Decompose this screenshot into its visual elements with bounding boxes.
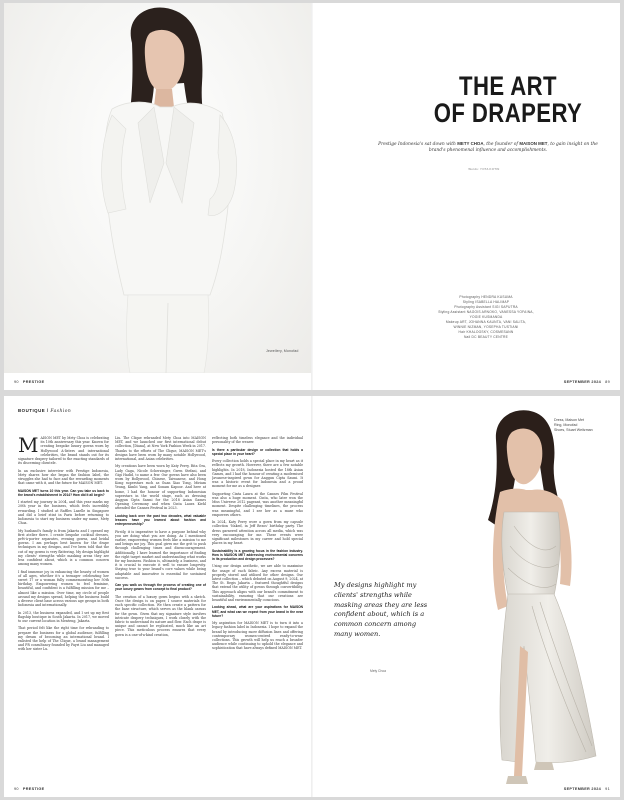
folio-date: SEPTEMBER 2024 bbox=[563, 787, 602, 791]
folio-left bbox=[14, 787, 45, 791]
top-left-page bbox=[4, 3, 312, 390]
paragraph: My husband's family is from Jakarta and I opened my first atelier there. I create bespoke cocktail dresses, prêt-à-porter separates, evening gowns, and bridal gowns. I am perhaps best known for the drape techniques in my designs, and I've been told that the cut of my gowns is very flattering. My design highlight my clients' strengths while masking areas they are less confident about, which is a common concern among many women. bbox=[18, 528, 109, 567]
paragraph: Liu. The Clique rebranded Mety Choa into MAISON MET, and we launched our first international debut collection, [Diana], at New York Fashion Week in 2017. Thanks to the efforts of The Clique, MAISON MET's designs have been worn by many notable Hollywood, international, and Asian celebrities. bbox=[115, 436, 206, 462]
question: Sustainability is a growing focus in the fashion industry. How is MAISON MET addressing environmental concerns in its production and design processes? bbox=[212, 548, 303, 562]
article-column-1 bbox=[18, 436, 109, 776]
section-tag: BOUTIQUE / Fashion bbox=[18, 408, 72, 414]
credit-line: Hair KHALOGSKY, COSMESANN bbox=[458, 330, 514, 334]
deck-part-1: Prestige Indonesia's sat down with bbox=[378, 142, 458, 147]
article-column-3 bbox=[212, 436, 303, 776]
paragraph: MAISON MET by Mety Choa is celebrating its 10th anniversary this year. Known for creating bespoke luxury gowns worn by Hollywood A-listers and international celebrities, the brand stands out for its signature drapery tailored to the exacting standards of its discerning clientele. bbox=[18, 436, 109, 466]
pull-quote-attribution: Mety Choa bbox=[370, 669, 386, 673]
photo-credit: Jewellery, Monofad bbox=[266, 349, 299, 353]
title-line-2: OF DRAPERY bbox=[433, 98, 583, 128]
question: Is there a particular design or collection that holds a special place in your heart? bbox=[212, 447, 303, 456]
top-spread bbox=[4, 3, 620, 390]
top-right-page bbox=[312, 3, 620, 390]
paragraph: I started my journey in 2004, and this year marks my 20th year in the business, which feels incredibly rewarding. I studied at Raffles Laselle in Singapore and did a brief stint in Paris before returning to Indonesia to start my business under my name, Mety Choa. bbox=[18, 500, 109, 526]
folio-date: SEPTEMBER 2024 bbox=[563, 380, 602, 384]
question: Looking ahead, what are your aspirations for MAISON MET, and what can we expect from your brand in the near future? bbox=[212, 605, 303, 618]
credit-line: Nail DC BEAUTY CENTRE bbox=[463, 335, 509, 339]
deck-part-2: , the founder of bbox=[483, 142, 520, 147]
paragraph: In 2024, Katy Perry wore a gown from my capsule collection 'Naked, in Jeff Bezos' birthday party. The dress garnered attention across all media, which was very encouraging for me. These events were significant milestones in my career and hold special places in my heart. bbox=[212, 520, 303, 546]
portrait-photo-draped-gown bbox=[436, 396, 620, 797]
paragraph: Firstly, it is imperative to have a purpose behind why you are doing what you are doing. As I mentioned earlier, empowering women feels like a mission to me and brings me joy. This goal gives me the grit to push through challenging times and disencouragement. Additionally, I have learned the importance of finding the right target market and understanding what works for my business. Fashion is, ultimately, a business, and it is crucial to execute it well to ensure longevity. Staying true to your brand's core values while being adaptable and innovative is essential for sustained success. bbox=[115, 529, 206, 580]
bottom-left-page bbox=[4, 396, 312, 797]
paragraph: Supporting Cinta Laura at the Cannes Film Festival was also a huge moment. Cinta, who later won the Miss Universe 2012 pageant, was another meaningful moment. Despite challenging timelines, the process was meaningful, and I see her as a muse who empowers others. bbox=[212, 491, 303, 517]
credits-list bbox=[386, 295, 586, 340]
section-sub: Fashion bbox=[50, 409, 72, 414]
bottom-right-page bbox=[312, 396, 620, 797]
article-title bbox=[426, 73, 590, 127]
folio-left bbox=[14, 380, 45, 384]
article-deck bbox=[370, 141, 606, 154]
portrait-illustration bbox=[4, 3, 312, 373]
credit-line: WINNIE NIZMAN, YOSEPHA TUSTIANI bbox=[453, 325, 519, 329]
folio-number: 90 bbox=[14, 787, 19, 791]
paragraph: reflecting both timeless elegance and the individual personality of the wearer. bbox=[212, 436, 303, 445]
credit-line: Photography HENDRA KUSUMA bbox=[459, 295, 513, 299]
article-columns bbox=[18, 436, 304, 776]
paragraph: My aspiration for MAISON MET is to turn it into a legacy fashion label in Indonesia. I hope to expand the brand by introducing more diffusion lines and offering contemporary women-centred ready-to-wear collections. This growth will help us reach a broader audience while continuing to uphold the elegance and sophistication that have always defined MAISON MET. bbox=[212, 621, 303, 651]
folio-right bbox=[564, 380, 610, 384]
paragraph: In 2013, the business expanded, and I set up my first flagship boutique in South Jakarta. In 2017, we moved to our current location in Menteng, Jakarta. bbox=[18, 610, 109, 624]
credit-line: Styling ISABELLA HALIMAP bbox=[462, 300, 510, 304]
folio-number: 89 bbox=[605, 380, 610, 384]
credit-line: YOGIE KUSMANDA bbox=[469, 315, 503, 319]
paragraph: In an exclusive interview with Prestige Indonesia, Mety shares how she began the fashion label, the struggles she had to face and the rewarding moments that came with it, and the future for MAISON MET. bbox=[18, 468, 109, 486]
portrait-photo-white-suit bbox=[4, 3, 312, 373]
drop-cap: M bbox=[18, 436, 39, 457]
bottom-spread bbox=[4, 396, 620, 797]
paragraph: That period felt like the right time for rebranding to prepare the business for a global audience, fulfilling my dream of becoming an international brand. I enlisted the help of The Clique, a brand management and PR consultancy founded by Fayri Liu and managed with her sister Lu. bbox=[18, 626, 109, 652]
question: Looking back over the past two decades, what valuable lessons have you learned about fashion and entrepreneurship? bbox=[115, 513, 206, 527]
folio-number: 90 bbox=[14, 380, 19, 384]
deck-part-3: , to gain insight on the brand's phenomenal influence and accomplishments. bbox=[428, 142, 598, 153]
credit-line: Shoes, Stuart Weitzman bbox=[554, 427, 593, 432]
gown-illustration bbox=[436, 396, 620, 797]
credit-line: Styling Assistant NAGOIS ARNOKO, VANESSA YOFAINA, bbox=[438, 310, 534, 314]
paragraph: My creations have been worn by Katy Perry, Rita Ora, Lady Gaga, Nicole Scherzinger, Gwen Stefani, and Gigi Hadid, to name a few. Our gowns have also been worn by Bollywood, Chinese, Taiwanese, and Hong Kong superstars such as Guan Xiao Tong, Miriam Yeung, Kimbi Yang, and Sonam Kapoor. And here at home, I had the honour of supporting Indonesian superstars in the world stage, such as dressing Anggun Cipta Sasmi for the 2018 Asian Games Opening Ceremony and when Cinta Laura Kiehl attended the Cannes Festival in 2023. bbox=[115, 464, 206, 511]
deck-name: METY CHOA bbox=[457, 141, 484, 146]
article-column-2 bbox=[115, 436, 206, 776]
folio-right bbox=[564, 787, 610, 791]
paragraph: I find immense joy in enhancing the beauty of women of all ages, whether it's a teenager celebrating her sweet 17 or a woman fully commemorating her 50th birthday. Empowering women to feel feminine, beautiful, and confident is a fulfilling mission for me – almost like a mission. Over time, my circle of people around my designs spread, helping the business build a diverse client base across various age groups in both Indonesia and internationally. bbox=[18, 569, 109, 608]
words-by: Words: YOTA KOTIN bbox=[468, 167, 500, 171]
credit-line: Photography Assistant SIGI SAPUTRA bbox=[454, 305, 518, 309]
section-name: BOUTIQUE bbox=[18, 408, 46, 413]
outfit-credits bbox=[554, 418, 614, 432]
folio-mag: PRESTIGE bbox=[22, 787, 45, 791]
credit-line: Makeup ART, JOHANNA KAUNTA, VANI SALITA, bbox=[445, 320, 527, 324]
question: MAISON MET turns 10 this year. Can you take us back to the brand's establishment in 2014? How did it all begin? bbox=[18, 488, 109, 497]
folio-number: 91 bbox=[605, 787, 610, 791]
question: Can you walk us through the process of creating one of your luxury gowns from concept to final product? bbox=[115, 583, 206, 592]
deck-brand: MAISON MET bbox=[519, 141, 548, 146]
paragraph: Every collection holds a special place in my heart as it reflects my growth. However, there are a few notable highlights. In 2018, Indonesia hosted the 18th Asian Games, and I had the honour of creating a modernised Javanese-inspired gown for Anggun Cipta Sasmi. It was a historic event for Indonesia and a proud moment for me as a designer. bbox=[212, 459, 303, 489]
paragraph: The creation of a luxury gown begins with a sketch. Once the design is on paper, I source materials for each specific collection. We then create a pattern for the base structure, which serves as the blank canvas for the gown. Given that my signature style involves intricate drapery techniques, I work closely with the fabric to understand its nature and flow. Each drape is unique and cannot be replicated, much like an art piece. This meticulous process ensures that every gown is a one-of-a-kind creation, bbox=[115, 594, 206, 637]
paragraph: Using our design aesthetic, we are able to maximise the usage of each fabric. Any excess material is properly stored and utilised for other designs. Our latest collection – which debuted on August 9, 2024, at The St. Regis Jakarta – featured thoughtful designs that extend the utility of gowns through convertibility. This approach aligns with our brand's commitment to sustainability, ensuring that our creations are beautiful and environmentally conscious. bbox=[212, 564, 303, 603]
credit-line: Dress, Maison Met bbox=[554, 418, 584, 422]
credit-line: Ring, Monofad bbox=[554, 422, 578, 427]
folio-mag: PRESTIGE bbox=[22, 380, 45, 384]
pull-quote: My designs highlight my clients' strengths while masking areas they are less confident about, which is a common concern among many women. bbox=[334, 581, 428, 638]
title-line-1: THE ART bbox=[459, 71, 557, 101]
